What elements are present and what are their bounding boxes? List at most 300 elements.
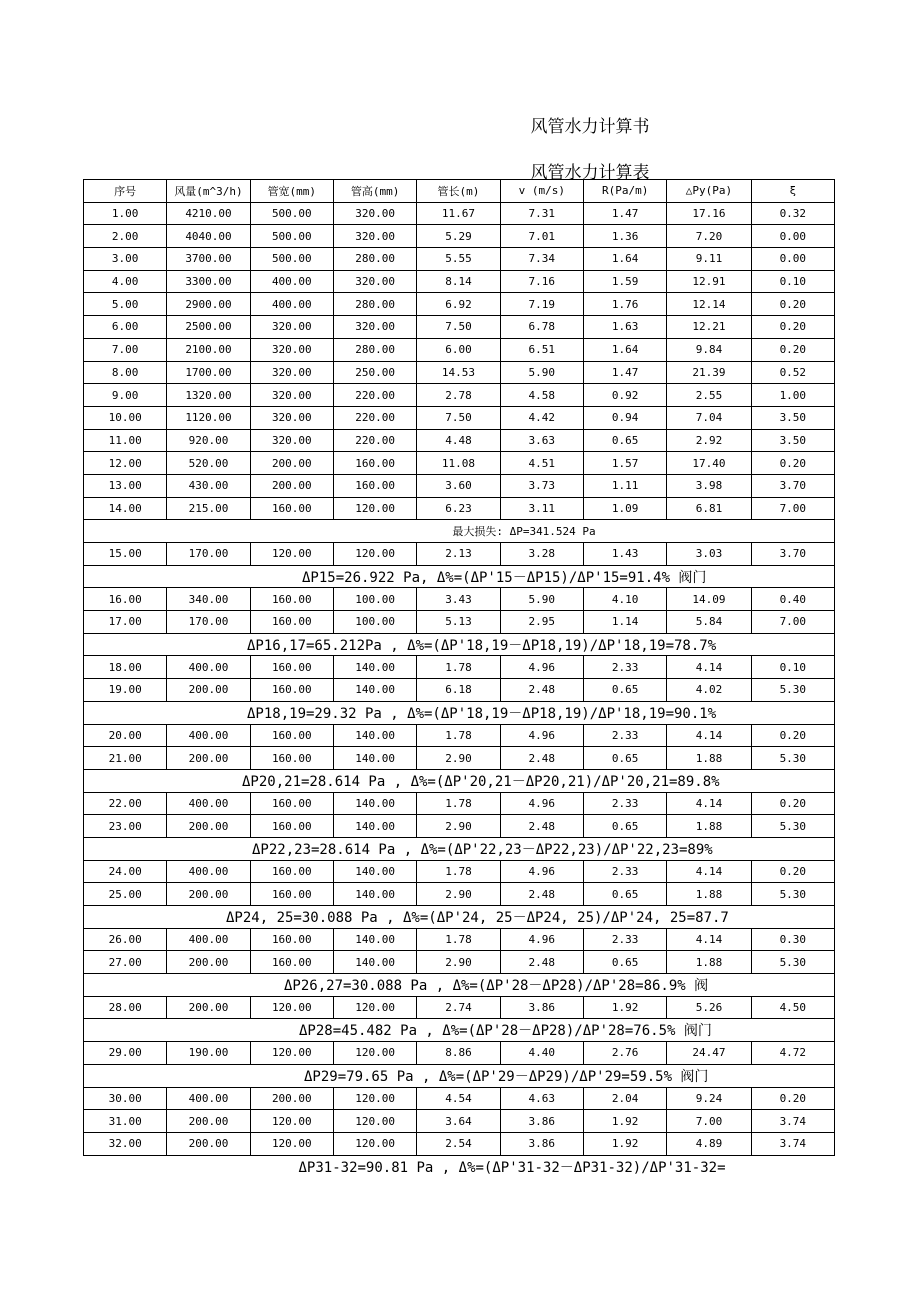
cell-friction: 2.76 <box>583 1042 666 1065</box>
table-row <box>84 815 835 838</box>
cell-seq: 12.00 <box>84 452 167 475</box>
pressure-note-row <box>84 837 835 860</box>
pressure-note-text: ΔP20,21=28.614 Pa , Δ%=(ΔP'20,21－ΔP20,21)/ΔP'20,21=89.8% <box>242 773 720 790</box>
cell-velocity: 4.51 <box>500 452 583 475</box>
cell-resistance-coef: 0.20 <box>751 338 834 361</box>
cell-airflow: 200.00 <box>167 883 250 906</box>
cell-friction: 0.65 <box>583 429 666 452</box>
cell-velocity: 4.96 <box>500 656 583 679</box>
cell-airflow: 170.00 <box>167 611 250 634</box>
table-row <box>84 679 835 702</box>
cell-resistance-coef: 4.50 <box>751 996 834 1019</box>
cell-height: 320.00 <box>333 316 416 339</box>
cell-height: 120.00 <box>333 1110 416 1133</box>
cell-seq: 8.00 <box>84 361 167 384</box>
header-airflow: 风量(m^3/h) <box>167 180 250 203</box>
cell-length: 14.53 <box>417 361 500 384</box>
cell-height: 280.00 <box>333 293 416 316</box>
cell-height: 140.00 <box>333 883 416 906</box>
cell-pressure-drop: 21.39 <box>667 361 751 384</box>
cell-friction: 2.33 <box>583 724 666 747</box>
cell-seq: 19.00 <box>84 679 167 702</box>
cell-resistance-coef: 0.20 <box>751 860 834 883</box>
table-row <box>84 860 835 883</box>
cell-friction: 0.65 <box>583 679 666 702</box>
cell-pressure-drop: 5.84 <box>667 611 751 634</box>
cell-resistance-coef: 5.30 <box>751 951 834 974</box>
cell-height: 220.00 <box>333 406 416 429</box>
cell-width: 120.00 <box>250 543 333 566</box>
cell-length: 2.90 <box>417 951 500 974</box>
cell-resistance-coef: 7.00 <box>751 611 834 634</box>
cell-resistance-coef: 0.20 <box>751 293 834 316</box>
cell-velocity: 3.11 <box>500 497 583 520</box>
cell-seq: 24.00 <box>84 860 167 883</box>
cell-width: 160.00 <box>250 883 333 906</box>
pressure-note-text: ΔP26,27=30.088 Pa , Δ%=(ΔP'28－ΔP28)/ΔP'28=86.9% 阀 <box>284 978 709 995</box>
table-row <box>84 429 835 452</box>
pressure-note-text: ΔP28=45.482 Pa , Δ%=(ΔP'28－ΔP28)/ΔP'28=76.5% 阀门 <box>299 1023 712 1040</box>
cell-resistance-coef: 0.10 <box>751 656 834 679</box>
cell-pressure-drop: 1.88 <box>667 883 751 906</box>
pressure-note-cell <box>84 565 835 588</box>
table-viewport <box>83 179 837 1180</box>
cell-seq: 18.00 <box>84 656 167 679</box>
cell-velocity: 6.51 <box>500 338 583 361</box>
cell-length: 11.08 <box>417 452 500 475</box>
cell-seq: 29.00 <box>84 1042 167 1065</box>
cell-friction: 0.94 <box>583 406 666 429</box>
cell-width: 120.00 <box>250 1132 333 1155</box>
table-row <box>84 611 835 634</box>
cell-pressure-drop: 14.09 <box>667 588 751 611</box>
cell-pressure-drop: 2.92 <box>667 429 751 452</box>
cell-airflow: 400.00 <box>167 1087 250 1110</box>
pressure-note-row <box>84 701 835 724</box>
cell-velocity: 5.90 <box>500 588 583 611</box>
cell-resistance-coef: 0.30 <box>751 928 834 951</box>
table-row <box>84 883 835 906</box>
table-row <box>84 724 835 747</box>
cell-length: 2.90 <box>417 747 500 770</box>
cell-pressure-drop: 6.81 <box>667 497 751 520</box>
cell-friction: 1.59 <box>583 270 666 293</box>
cell-length: 2.90 <box>417 815 500 838</box>
cell-width: 400.00 <box>250 270 333 293</box>
cell-height: 140.00 <box>333 792 416 815</box>
cell-width: 160.00 <box>250 611 333 634</box>
max-loss-text: 最大损失: ΔP=341.524 Pa <box>452 525 596 539</box>
cell-height: 140.00 <box>333 679 416 702</box>
max-loss-row <box>84 520 835 543</box>
cell-length: 3.60 <box>417 474 500 497</box>
cell-width: 320.00 <box>250 384 333 407</box>
cell-airflow: 400.00 <box>167 928 250 951</box>
cell-friction: 1.47 <box>583 202 666 225</box>
cell-airflow: 200.00 <box>167 1110 250 1133</box>
cell-length: 2.13 <box>417 543 500 566</box>
cell-resistance-coef: 0.20 <box>751 792 834 815</box>
cell-seq: 21.00 <box>84 747 167 770</box>
cell-friction: 2.33 <box>583 792 666 815</box>
cell-resistance-coef: 0.40 <box>751 588 834 611</box>
cell-airflow: 190.00 <box>167 1042 250 1065</box>
pressure-note-cell <box>84 1155 835 1177</box>
cell-pressure-drop: 1.88 <box>667 815 751 838</box>
pressure-note-cell <box>84 701 835 724</box>
cell-pressure-drop: 5.26 <box>667 996 751 1019</box>
cell-resistance-coef: 0.20 <box>751 1087 834 1110</box>
cell-resistance-coef: 0.20 <box>751 452 834 475</box>
cell-length: 4.48 <box>417 429 500 452</box>
cell-friction: 1.14 <box>583 611 666 634</box>
cell-resistance-coef: 0.00 <box>751 248 834 271</box>
table-row <box>84 951 835 974</box>
cell-airflow: 3700.00 <box>167 248 250 271</box>
cell-airflow: 920.00 <box>167 429 250 452</box>
cell-height: 120.00 <box>333 497 416 520</box>
cell-airflow: 200.00 <box>167 815 250 838</box>
cell-resistance-coef: 5.30 <box>751 815 834 838</box>
cell-seq: 7.00 <box>84 338 167 361</box>
cell-friction: 1.11 <box>583 474 666 497</box>
cell-velocity: 3.86 <box>500 996 583 1019</box>
cell-width: 320.00 <box>250 338 333 361</box>
cell-length: 1.78 <box>417 792 500 815</box>
cell-height: 120.00 <box>333 996 416 1019</box>
cell-width: 500.00 <box>250 225 333 248</box>
header-width: 管宽(mm) <box>250 180 333 203</box>
cell-velocity: 4.96 <box>500 724 583 747</box>
cell-seq: 20.00 <box>84 724 167 747</box>
cell-seq: 4.00 <box>84 270 167 293</box>
cell-seq: 1.00 <box>84 202 167 225</box>
cell-seq: 23.00 <box>84 815 167 838</box>
cell-friction: 1.09 <box>583 497 666 520</box>
cell-friction: 1.57 <box>583 452 666 475</box>
cell-width: 500.00 <box>250 202 333 225</box>
header-seq: 序号 <box>84 180 167 203</box>
cell-velocity: 2.48 <box>500 815 583 838</box>
cell-length: 3.64 <box>417 1110 500 1133</box>
header-resistance-coef: ξ <box>751 180 834 203</box>
cell-width: 160.00 <box>250 656 333 679</box>
cell-resistance-coef: 0.52 <box>751 361 834 384</box>
cell-airflow: 1320.00 <box>167 384 250 407</box>
cell-width: 320.00 <box>250 429 333 452</box>
cell-width: 500.00 <box>250 248 333 271</box>
cell-resistance-coef: 0.10 <box>751 270 834 293</box>
cell-height: 140.00 <box>333 724 416 747</box>
cell-width: 400.00 <box>250 293 333 316</box>
cell-seq: 10.00 <box>84 406 167 429</box>
cell-pressure-drop: 7.20 <box>667 225 751 248</box>
cell-velocity: 7.31 <box>500 202 583 225</box>
cell-length: 2.74 <box>417 996 500 1019</box>
cell-resistance-coef: 0.20 <box>751 724 834 747</box>
table-row <box>84 361 835 384</box>
pressure-note-row <box>84 906 835 929</box>
table-row <box>84 474 835 497</box>
cell-length: 1.78 <box>417 928 500 951</box>
cell-pressure-drop: 12.21 <box>667 316 751 339</box>
cell-seq: 22.00 <box>84 792 167 815</box>
cell-height: 140.00 <box>333 656 416 679</box>
cell-pressure-drop: 4.14 <box>667 724 751 747</box>
cell-seq: 25.00 <box>84 883 167 906</box>
cell-friction: 1.63 <box>583 316 666 339</box>
cell-airflow: 520.00 <box>167 452 250 475</box>
cell-resistance-coef: 0.20 <box>751 316 834 339</box>
cell-height: 120.00 <box>333 1132 416 1155</box>
table-row <box>84 452 835 475</box>
cell-length: 3.43 <box>417 588 500 611</box>
cell-width: 200.00 <box>250 474 333 497</box>
table-row <box>84 928 835 951</box>
pressure-note-cell <box>84 906 835 929</box>
table-row <box>84 293 835 316</box>
cell-resistance-coef: 3.50 <box>751 429 834 452</box>
cell-velocity: 3.86 <box>500 1110 583 1133</box>
cell-width: 120.00 <box>250 996 333 1019</box>
cell-pressure-drop: 24.47 <box>667 1042 751 1065</box>
cell-airflow: 430.00 <box>167 474 250 497</box>
cell-friction: 1.92 <box>583 1132 666 1155</box>
cell-length: 7.50 <box>417 316 500 339</box>
cell-pressure-drop: 3.98 <box>667 474 751 497</box>
cell-velocity: 4.63 <box>500 1087 583 1110</box>
cell-airflow: 2500.00 <box>167 316 250 339</box>
document-title: 风管水力计算书 <box>530 117 650 137</box>
cell-pressure-drop: 3.03 <box>667 543 751 566</box>
table-row <box>84 338 835 361</box>
cell-resistance-coef: 5.30 <box>751 883 834 906</box>
cell-friction: 0.65 <box>583 747 666 770</box>
pressure-note-text: ΔP18,19=29.32 Pa , Δ%=(ΔP'18,19－ΔP18,19)/ΔP'18,19=90.1% <box>247 705 717 722</box>
cell-pressure-drop: 7.00 <box>667 1110 751 1133</box>
cell-height: 220.00 <box>333 384 416 407</box>
header-length: 管长(m) <box>417 180 500 203</box>
pressure-note-text: ΔP31-32=90.81 Pa , Δ%=(ΔP'31-32－ΔP31-32)/ΔP'31-32= <box>298 1159 726 1176</box>
cell-friction: 0.65 <box>583 883 666 906</box>
cell-length: 4.54 <box>417 1087 500 1110</box>
cell-velocity: 2.95 <box>500 611 583 634</box>
table-row <box>84 996 835 1019</box>
table-row <box>84 656 835 679</box>
cell-resistance-coef: 5.30 <box>751 679 834 702</box>
pressure-note-cell <box>84 837 835 860</box>
cell-seq: 31.00 <box>84 1110 167 1133</box>
cell-length: 8.14 <box>417 270 500 293</box>
cell-width: 160.00 <box>250 724 333 747</box>
cell-height: 280.00 <box>333 248 416 271</box>
cell-length: 2.78 <box>417 384 500 407</box>
table-row <box>84 202 835 225</box>
cell-pressure-drop: 7.04 <box>667 406 751 429</box>
cell-length: 1.78 <box>417 860 500 883</box>
cell-airflow: 2900.00 <box>167 293 250 316</box>
cell-resistance-coef: 5.30 <box>751 747 834 770</box>
cell-width: 120.00 <box>250 1042 333 1065</box>
cell-velocity: 7.34 <box>500 248 583 271</box>
table-row <box>84 316 835 339</box>
cell-pressure-drop: 9.24 <box>667 1087 751 1110</box>
cell-seq: 26.00 <box>84 928 167 951</box>
cell-friction: 0.92 <box>583 384 666 407</box>
pressure-note-cell <box>84 1064 835 1087</box>
cell-width: 120.00 <box>250 1110 333 1133</box>
table-row <box>84 1087 835 1110</box>
cell-height: 100.00 <box>333 611 416 634</box>
cell-velocity: 2.48 <box>500 951 583 974</box>
cell-seq: 15.00 <box>84 543 167 566</box>
cell-resistance-coef: 3.70 <box>751 474 834 497</box>
cell-width: 320.00 <box>250 361 333 384</box>
cell-resistance-coef: 7.00 <box>751 497 834 520</box>
cell-airflow: 200.00 <box>167 951 250 974</box>
cell-resistance-coef: 0.00 <box>751 225 834 248</box>
cell-airflow: 170.00 <box>167 543 250 566</box>
cell-height: 320.00 <box>333 270 416 293</box>
pressure-note-cell <box>84 769 835 792</box>
cell-length: 11.67 <box>417 202 500 225</box>
cell-length: 6.23 <box>417 497 500 520</box>
cell-length: 6.00 <box>417 338 500 361</box>
cell-height: 160.00 <box>333 474 416 497</box>
cell-pressure-drop: 1.88 <box>667 747 751 770</box>
cell-seq: 3.00 <box>84 248 167 271</box>
cell-height: 220.00 <box>333 429 416 452</box>
cell-resistance-coef: 3.50 <box>751 406 834 429</box>
cell-resistance-coef: 3.74 <box>751 1132 834 1155</box>
table-row <box>84 747 835 770</box>
cell-airflow: 200.00 <box>167 679 250 702</box>
cell-height: 120.00 <box>333 543 416 566</box>
duct-calc-table <box>83 179 835 1177</box>
cell-height: 100.00 <box>333 588 416 611</box>
pressure-note-text: ΔP24, 25=30.088 Pa , Δ%=(ΔP'24, 25－ΔP24, 25)/ΔP'24, 25=87.7 <box>226 910 729 926</box>
cell-airflow: 400.00 <box>167 724 250 747</box>
cell-airflow: 200.00 <box>167 1132 250 1155</box>
cell-friction: 1.43 <box>583 543 666 566</box>
header-pressure-drop: △Py(Pa) <box>667 180 751 203</box>
cell-airflow: 400.00 <box>167 860 250 883</box>
pressure-note-cell <box>84 1019 835 1042</box>
cell-length: 7.50 <box>417 406 500 429</box>
cell-seq: 6.00 <box>84 316 167 339</box>
pressure-note-text: ΔP15=26.922 Pa, Δ%=(ΔP'15－ΔP15)/ΔP'15=91.4% 阀门 <box>302 569 707 586</box>
cell-airflow: 340.00 <box>167 588 250 611</box>
cell-velocity: 3.73 <box>500 474 583 497</box>
cell-pressure-drop: 9.11 <box>667 248 751 271</box>
cell-friction: 2.33 <box>583 928 666 951</box>
cell-friction: 1.36 <box>583 225 666 248</box>
table-row <box>84 1110 835 1133</box>
cell-velocity: 2.48 <box>500 883 583 906</box>
cell-width: 160.00 <box>250 928 333 951</box>
cell-pressure-drop: 1.88 <box>667 951 751 974</box>
cell-velocity: 3.63 <box>500 429 583 452</box>
cell-velocity: 5.90 <box>500 361 583 384</box>
cell-height: 140.00 <box>333 951 416 974</box>
table-row <box>84 792 835 815</box>
cell-width: 160.00 <box>250 815 333 838</box>
cell-airflow: 3300.00 <box>167 270 250 293</box>
table-row <box>84 1042 835 1065</box>
header-row <box>84 180 835 203</box>
table-row <box>84 543 835 566</box>
cell-airflow: 200.00 <box>167 747 250 770</box>
cell-height: 320.00 <box>333 202 416 225</box>
cell-length: 5.13 <box>417 611 500 634</box>
cell-friction: 4.10 <box>583 588 666 611</box>
cell-pressure-drop: 4.14 <box>667 860 751 883</box>
cell-length: 5.55 <box>417 248 500 271</box>
cell-resistance-coef: 1.00 <box>751 384 834 407</box>
cell-height: 140.00 <box>333 815 416 838</box>
max-loss-cell <box>84 520 835 543</box>
cell-friction: 1.92 <box>583 996 666 1019</box>
cell-friction: 0.65 <box>583 815 666 838</box>
cell-width: 160.00 <box>250 497 333 520</box>
cell-velocity: 4.58 <box>500 384 583 407</box>
cell-seq: 5.00 <box>84 293 167 316</box>
cell-resistance-coef: 0.32 <box>751 202 834 225</box>
cell-airflow: 200.00 <box>167 996 250 1019</box>
cell-width: 160.00 <box>250 792 333 815</box>
cell-seq: 16.00 <box>84 588 167 611</box>
cell-airflow: 1120.00 <box>167 406 250 429</box>
cell-airflow: 4210.00 <box>167 202 250 225</box>
cell-friction: 1.64 <box>583 248 666 271</box>
header-friction: R(Pa/m) <box>583 180 666 203</box>
header-velocity: v (m/s) <box>500 180 583 203</box>
cell-width: 160.00 <box>250 588 333 611</box>
pressure-note-row <box>84 769 835 792</box>
cell-velocity: 6.78 <box>500 316 583 339</box>
table-row <box>84 248 835 271</box>
cell-resistance-coef: 3.70 <box>751 543 834 566</box>
cell-height: 140.00 <box>333 928 416 951</box>
cell-pressure-drop: 4.02 <box>667 679 751 702</box>
cell-seq: 9.00 <box>84 384 167 407</box>
pressure-note-cell <box>84 633 835 656</box>
cell-seq: 2.00 <box>84 225 167 248</box>
header-height: 管高(mm) <box>333 180 416 203</box>
pressure-note-row <box>84 565 835 588</box>
pressure-note-row <box>84 1155 835 1177</box>
cell-width: 200.00 <box>250 452 333 475</box>
cell-height: 160.00 <box>333 452 416 475</box>
cell-friction: 1.64 <box>583 338 666 361</box>
pressure-note-text: ΔP22,23=28.614 Pa , Δ%=(ΔP'22,23－ΔP22,23)/ΔP'22,23=89% <box>252 841 713 858</box>
pressure-note-text: ΔP29=79.65 Pa , Δ%=(ΔP'29－ΔP29)/ΔP'29=59.5% 阀门 <box>304 1068 709 1085</box>
table-row <box>84 225 835 248</box>
cell-seq: 30.00 <box>84 1087 167 1110</box>
cell-friction: 2.33 <box>583 860 666 883</box>
cell-length: 5.29 <box>417 225 500 248</box>
cell-velocity: 7.19 <box>500 293 583 316</box>
cell-pressure-drop: 12.91 <box>667 270 751 293</box>
cell-friction: 1.76 <box>583 293 666 316</box>
cell-friction: 1.47 <box>583 361 666 384</box>
cell-pressure-drop: 2.55 <box>667 384 751 407</box>
cell-pressure-drop: 9.84 <box>667 338 751 361</box>
pressure-note-row <box>84 1064 835 1087</box>
table-row <box>84 270 835 293</box>
cell-width: 160.00 <box>250 860 333 883</box>
cell-velocity: 4.42 <box>500 406 583 429</box>
